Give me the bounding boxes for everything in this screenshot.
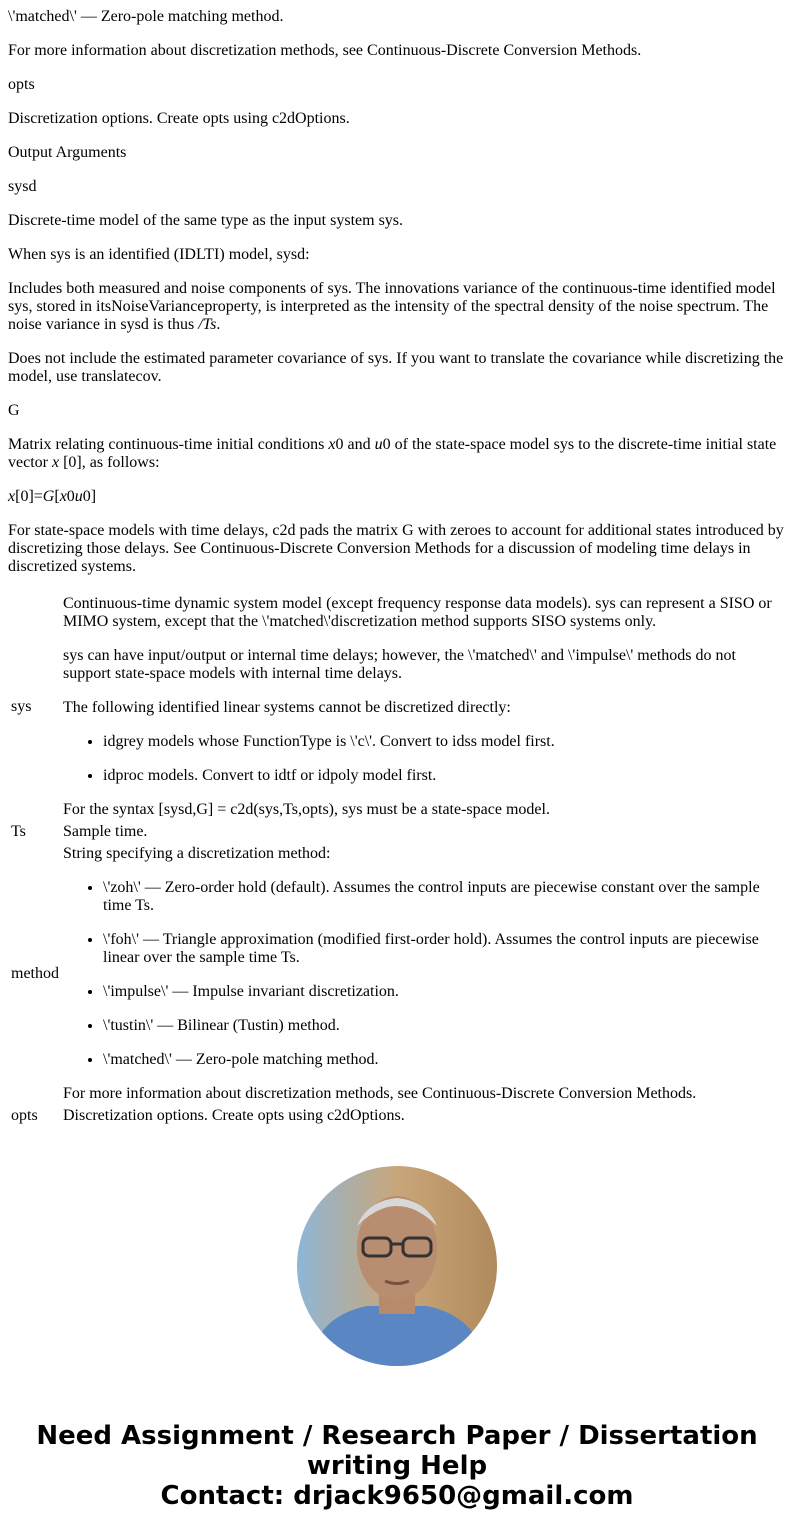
list-item: • \'tustin\' — Bilinear (Tustin) method. (103, 1017, 783, 1035)
delays-text: For state-space models with time delays, c2d pads the matrix G with zeroes to account for additional states introduced by discretizing those delays. See Continuous-Discrete Conversion Methods for a discussion of modeling time delays in discretized systems. (8, 522, 784, 575)
paragraph: sys can have input/output or internal time delays; however, the \'matched\' and \'impulse\' methods do not support state-space models with internal time delays. (63, 647, 736, 682)
paragraph: Continuous-time dynamic system model (except frequency response data models). sys can represent a SISO or MIMO system, except that the \'matched\'discretization method supports SISO systems only. (63, 595, 772, 630)
list (63, 733, 783, 785)
text: Matrix relating continuous-time initial conditions (8, 436, 329, 453)
text: [ (54, 488, 60, 505)
list-item: • \'impulse\' — Impulse invariant discretization. (103, 983, 783, 1001)
arg-desc: Discretization options. Create opts using c2dOptions. (63, 1107, 405, 1124)
arg-desc: Sample time. (63, 823, 148, 840)
promo-line: Need Assignment / Research Paper / Dissertation writing Help (36, 1421, 758, 1481)
period: . (216, 316, 221, 333)
paragraph: String specifying a discretization method: (63, 845, 331, 862)
var: G (42, 488, 55, 505)
arg-name: opts (11, 1107, 38, 1124)
arg-name: Ts (11, 823, 26, 840)
input-arguments-table (8, 592, 786, 1128)
includes-body: Includes both measured and noise components of sys. The innovations variance of the continuous-time identified model sys, stored in itsNoiseVarianceproperty, is interpreted as the intensity of the spectral density of the noise spectrum. The noise variance in sysd is thus (8, 280, 776, 333)
arg-desc (62, 844, 784, 1104)
text: 0 and (335, 436, 375, 453)
author-photo-container (8, 1166, 786, 1371)
g-label: G (8, 402, 20, 419)
opts-desc: Discretization options. Create opts using c2dOptions. (8, 110, 350, 127)
sysd-label: sysd (8, 178, 37, 195)
paragraph: For the syntax [sysd,G] = c2d(sys,Ts,opts), sys must be a state-space model. (63, 801, 550, 818)
table-row-sys (10, 594, 784, 820)
list-item: • \'zoh\' — Zero-order hold (default). Assumes the control inputs are piecewise constant over the sample time Ts. (103, 879, 783, 915)
var: u (74, 488, 83, 505)
paragraph: The following identified linear systems cannot be discretized directly: (63, 699, 511, 716)
list-item: • idproc models. Convert to idtf or idpoly model first. (103, 767, 783, 785)
equation (8, 488, 786, 506)
arg-name: method (11, 965, 59, 982)
matrix-desc (8, 436, 786, 472)
ts-symbol: /Ts (198, 316, 217, 333)
does-not-include-text: Does not include the estimated parameter covariance of sys. If you want to translate the covariance while discretizing the model, use translatecov. (8, 350, 784, 385)
text: 0] (82, 488, 97, 505)
opts-label: opts (8, 76, 35, 93)
arg-desc (62, 594, 784, 820)
idlti-intro: When sys is an identified (IDLTI) model, sysd: (8, 246, 310, 263)
contact-email: Contact: drjack9650@gmail.com (160, 1481, 634, 1511)
var: x (8, 488, 16, 505)
more-info-text: For more information about discretization methods, see Continuous-Discrete Conversion Methods. (8, 42, 642, 59)
text: [0]= (15, 488, 43, 505)
text: 0 (66, 488, 75, 505)
author-photo (297, 1166, 497, 1366)
table-row-method (10, 844, 784, 1104)
var: x (328, 436, 336, 453)
output-arguments-heading: Output Arguments (8, 144, 127, 161)
paragraph: For more information about discretization methods, see Continuous-Discrete Conversion Methods. (63, 1085, 697, 1102)
text: 0 of the state-space model sys to the discrete-time initial state vector (8, 436, 777, 471)
includes-text (8, 280, 786, 334)
var: u (374, 436, 383, 453)
matched-text: \'matched\' — Zero-pole matching method. (8, 8, 284, 25)
list-item: • \'matched\' — Zero-pole matching method. (103, 1051, 783, 1069)
list-item: • idgrey models whose FunctionType is \'c\'. Convert to idss model first. (103, 733, 783, 751)
table-row-opts (10, 1106, 784, 1126)
promo-banner (8, 1421, 786, 1511)
list-item: • \'foh\' — Triangle approximation (modified first-order hold). Assumes the control inputs are piecewise linear over the sample time Ts. (103, 931, 783, 967)
var: x (51, 454, 60, 471)
sysd-desc: Discrete-time model of the same type as the input system sys. (8, 212, 404, 229)
list (63, 879, 783, 1069)
arg-name: sys (11, 698, 32, 715)
var: x (59, 488, 67, 505)
table-row-ts (10, 822, 784, 842)
text: [0], as follows: (59, 454, 160, 471)
